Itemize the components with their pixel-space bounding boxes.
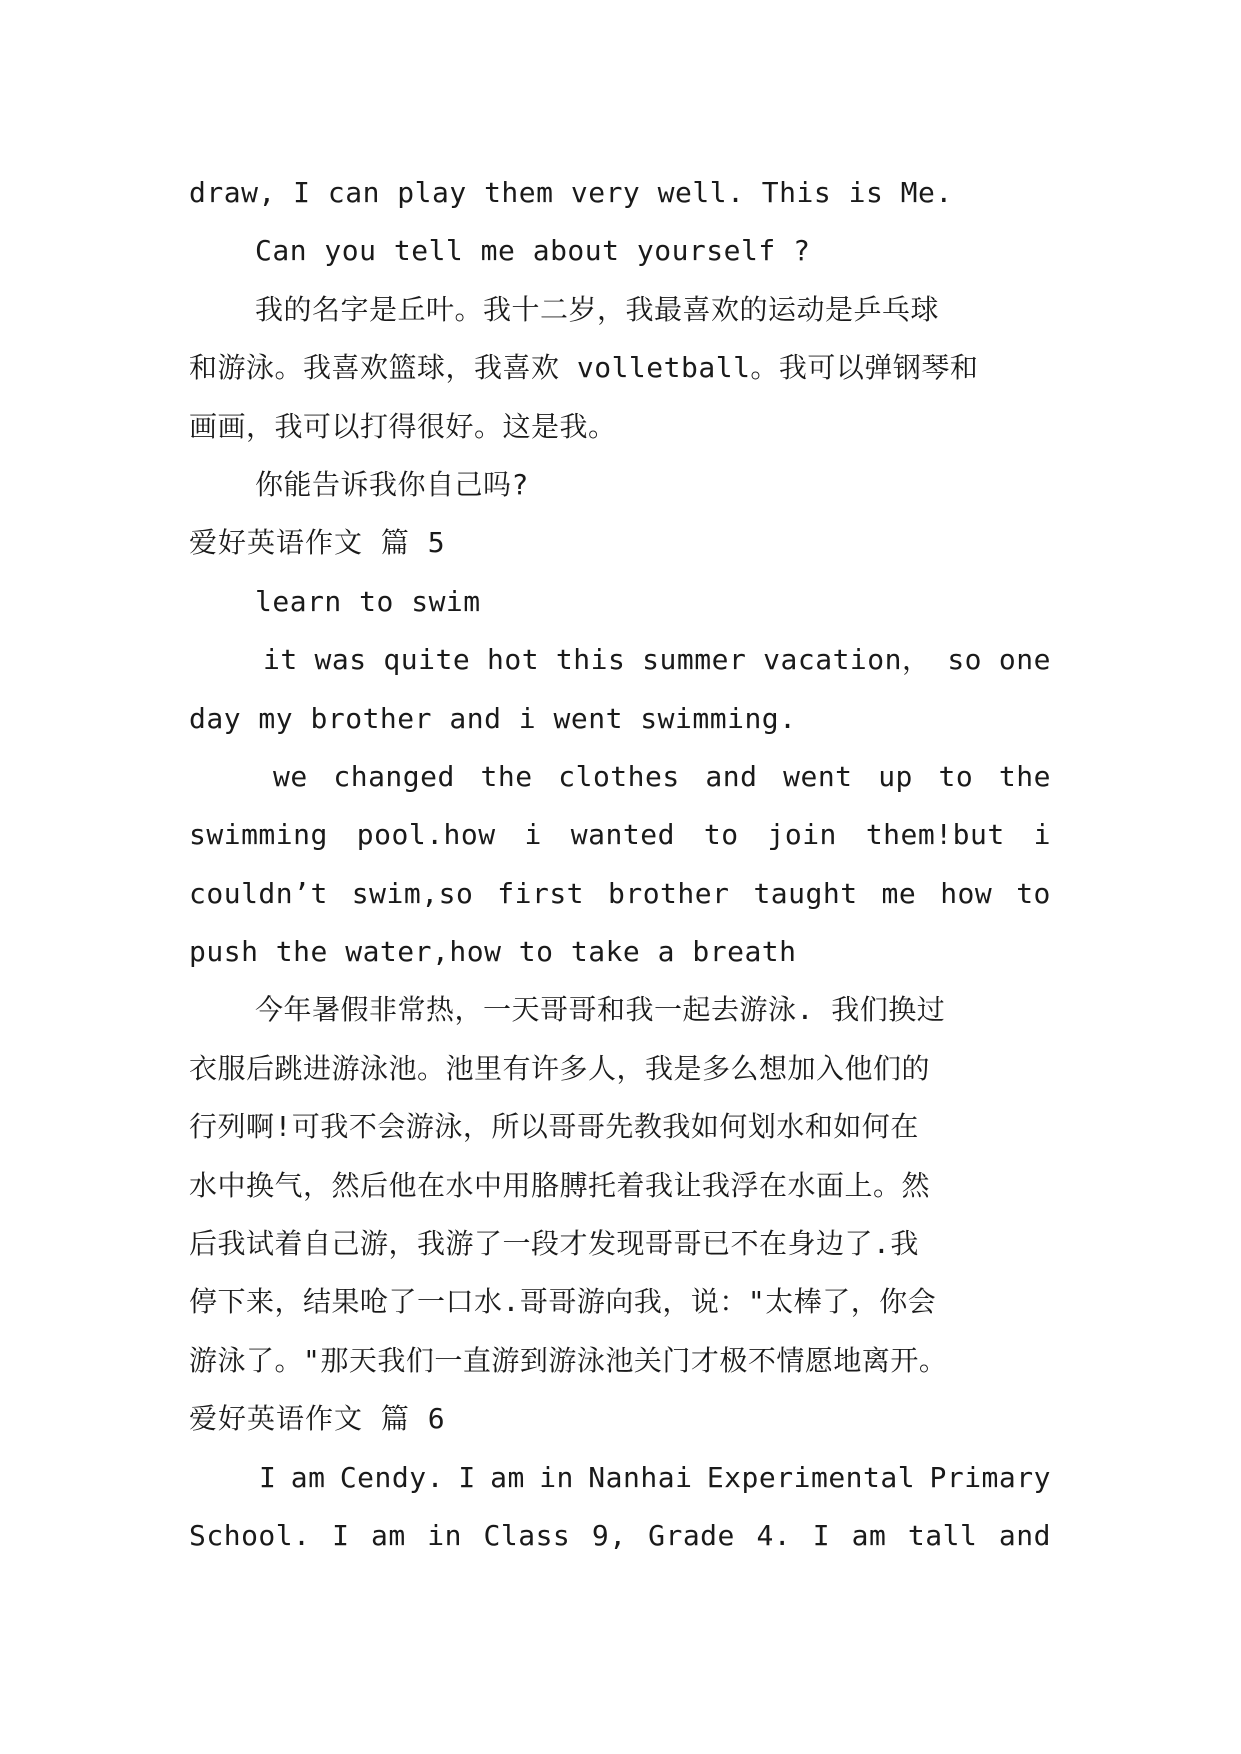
word: we bbox=[273, 759, 308, 793]
word: up bbox=[878, 759, 913, 793]
paragraph-line bbox=[189, 806, 1051, 864]
word: I bbox=[332, 1518, 350, 1552]
word: I bbox=[259, 1460, 277, 1494]
word: I bbox=[458, 1460, 476, 1494]
word: so bbox=[947, 643, 983, 677]
paragraph-line: 你能告诉我你自己吗? bbox=[255, 467, 529, 501]
word: was bbox=[314, 643, 367, 677]
word: School. bbox=[189, 1518, 311, 1552]
word: and bbox=[705, 759, 758, 793]
paragraph-line bbox=[189, 748, 1051, 806]
word: couldn’t bbox=[189, 876, 328, 910]
word: the bbox=[480, 759, 533, 793]
paragraph-line: 停下来，结果呛了一口水.哥哥游向我，说："太棒了，你会 bbox=[189, 1285, 937, 1319]
paragraph-line bbox=[189, 1507, 1051, 1565]
document-page bbox=[189, 164, 1051, 1565]
paragraph-line: 画画，我可以打得很好。这是我。 bbox=[189, 409, 617, 443]
paragraph-line: push the water,how to take a breath bbox=[189, 935, 797, 969]
word: hot bbox=[487, 643, 540, 677]
word: brother bbox=[607, 876, 730, 910]
paragraph-line: Can you tell me about yourself ? bbox=[255, 234, 811, 268]
word: and bbox=[998, 1518, 1051, 1552]
paragraph-line: 后我试着自己游，我游了一段才发现哥哥已不在身边了.我 bbox=[189, 1227, 919, 1261]
word: i bbox=[524, 818, 542, 852]
word: I bbox=[812, 1518, 831, 1552]
word: how bbox=[940, 876, 993, 910]
paragraph-line: 我的名字是丘叶。我十二岁，我最喜欢的运动是乒乓球 bbox=[255, 292, 940, 326]
paragraph-line: day my brother and i went swimming. bbox=[189, 701, 797, 735]
word: it bbox=[263, 643, 298, 677]
word: 4. bbox=[756, 1518, 792, 1552]
word: am bbox=[370, 1518, 406, 1552]
word: quite bbox=[383, 643, 471, 677]
word: Class bbox=[483, 1518, 571, 1552]
paragraph-line: 水中换气，然后他在水中用胳膊托着我让我浮在水面上。然 bbox=[189, 1168, 931, 1202]
paragraph-line: 行列啊!可我不会游泳，所以哥哥先教我如何划水和如何在 bbox=[189, 1110, 919, 1144]
word: swim,so bbox=[351, 876, 474, 910]
paragraph-line bbox=[189, 1449, 1051, 1507]
essay-title: learn to swim bbox=[255, 584, 481, 618]
word: Primary bbox=[929, 1460, 1051, 1494]
word: vacation， bbox=[763, 643, 931, 677]
word: them!but bbox=[865, 818, 1005, 852]
paragraph-line: draw, I can play them very well. This is Me. bbox=[189, 176, 953, 209]
word: one bbox=[998, 643, 1051, 677]
word: i bbox=[1033, 818, 1051, 852]
word: to bbox=[938, 759, 974, 793]
word: wanted bbox=[570, 818, 675, 852]
word: tall bbox=[907, 1518, 978, 1552]
word: to bbox=[703, 818, 739, 852]
word: Cendy. bbox=[339, 1460, 444, 1494]
word: am bbox=[851, 1518, 887, 1552]
word: me bbox=[881, 876, 917, 910]
word: Nanhai bbox=[588, 1460, 693, 1494]
word: changed bbox=[333, 759, 455, 793]
word: swimming bbox=[189, 818, 328, 852]
word: Grade bbox=[648, 1518, 735, 1552]
word: summer bbox=[642, 643, 747, 677]
word: am bbox=[490, 1460, 525, 1494]
word: pool.how bbox=[356, 818, 496, 852]
word: first bbox=[497, 876, 585, 910]
word: taught bbox=[753, 876, 858, 910]
section-heading: 爱好英语作文 篇 5 bbox=[189, 526, 446, 560]
paragraph-line: 游泳了。"那天我们一直游到游泳池关门才极不情愿地离开。 bbox=[189, 1343, 948, 1377]
word: this bbox=[555, 643, 626, 677]
word: 9, bbox=[591, 1518, 627, 1552]
word: to bbox=[1016, 876, 1051, 910]
paragraph-line: 衣服后跳进游泳池。池里有许多人，我是多么想加入他们的 bbox=[189, 1051, 931, 1085]
paragraph-line: 和游泳。我喜欢篮球，我喜欢 volletball。我可以弹钢琴和 bbox=[189, 351, 979, 385]
word: in bbox=[427, 1518, 462, 1552]
word: went bbox=[783, 759, 853, 793]
word: the bbox=[998, 759, 1051, 793]
word: Experimental bbox=[706, 1460, 916, 1494]
paragraph-line bbox=[189, 865, 1051, 923]
paragraph-line bbox=[189, 631, 1051, 689]
section-heading: 爱好英语作文 篇 6 bbox=[189, 1402, 446, 1436]
paragraph-line: 今年暑假非常热，一天哥哥和我一起去游泳. 我们换过 bbox=[255, 993, 946, 1027]
word: in bbox=[539, 1460, 574, 1494]
word: am bbox=[290, 1460, 326, 1494]
word: join bbox=[767, 818, 837, 852]
word: clothes bbox=[558, 759, 680, 793]
